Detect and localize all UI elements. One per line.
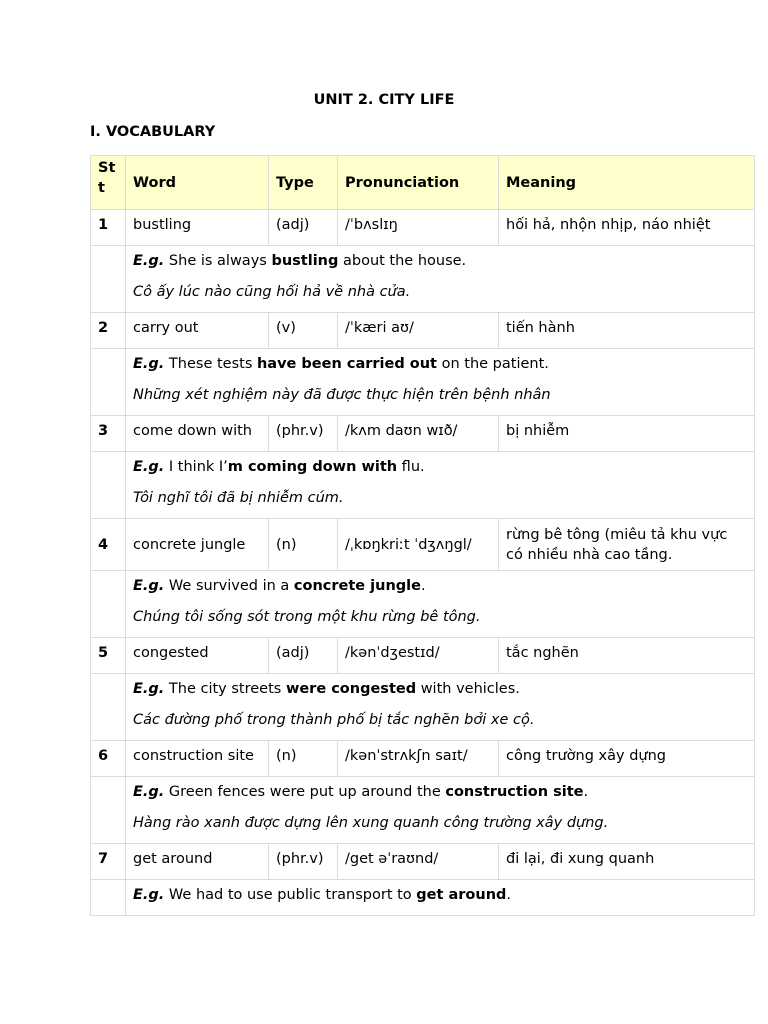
example-number-cell bbox=[91, 674, 126, 741]
entry-meaning: đi lại, đi xung quanh bbox=[499, 844, 755, 880]
example-number-cell bbox=[91, 452, 126, 519]
example-cell bbox=[126, 452, 755, 519]
example-translation: Các đường phố trong thành phố bị tắc nghẽn bởi xe cộ. bbox=[133, 712, 535, 728]
entry-meaning: tiến hành bbox=[499, 313, 755, 349]
entry-pronunciation: /kənˈdʒestɪd/ bbox=[338, 638, 499, 674]
example-translation: Cô ấy lúc nào cũng hối hả về nhà cửa. bbox=[133, 284, 411, 300]
entry-word: construction site bbox=[126, 741, 269, 777]
example-row bbox=[91, 674, 755, 741]
entry-number: 1 bbox=[91, 210, 126, 246]
table-row bbox=[91, 844, 755, 880]
example-number-cell bbox=[91, 777, 126, 844]
entry-number: 5 bbox=[91, 638, 126, 674]
example-text-after: flu. bbox=[397, 459, 425, 475]
example-cell bbox=[126, 674, 755, 741]
example-text-after: on the patient. bbox=[436, 356, 549, 372]
entry-type: (phr.v) bbox=[269, 416, 338, 452]
example-text-after: with vehicles. bbox=[416, 681, 520, 697]
example-sentence bbox=[133, 576, 747, 596]
vocabulary-table bbox=[90, 155, 755, 916]
entry-number: 6 bbox=[91, 741, 126, 777]
entry-word: come down with bbox=[126, 416, 269, 452]
example-row bbox=[91, 880, 755, 916]
header-type: Type bbox=[269, 156, 338, 210]
example-cell bbox=[126, 246, 755, 313]
entry-pronunciation: /kənˈstrʌkʃn saɪt/ bbox=[338, 741, 499, 777]
example-sentence bbox=[133, 354, 747, 374]
example-row bbox=[91, 246, 755, 313]
example-number-cell bbox=[91, 246, 126, 313]
example-text-before: We survived in a bbox=[168, 578, 294, 594]
entry-type: (v) bbox=[269, 313, 338, 349]
example-row bbox=[91, 349, 755, 416]
entry-type: (adj) bbox=[269, 638, 338, 674]
entry-type: (phr.v) bbox=[269, 844, 338, 880]
table-row bbox=[91, 741, 755, 777]
example-number-cell bbox=[91, 349, 126, 416]
entry-meaning: rừng bê tông (miêu tả khu vực có nhiều nhà cao tầng. bbox=[499, 519, 755, 571]
entry-number: 2 bbox=[91, 313, 126, 349]
example-sentence bbox=[133, 679, 747, 699]
entry-number: 7 bbox=[91, 844, 126, 880]
entry-meaning: tắc nghẽn bbox=[499, 638, 755, 674]
example-row bbox=[91, 777, 755, 844]
header-word: Word bbox=[126, 156, 269, 210]
example-label: E.g. bbox=[133, 681, 165, 697]
entry-pronunciation: /ˈkæri aʊ/ bbox=[338, 313, 499, 349]
entry-type: (adj) bbox=[269, 210, 338, 246]
section-heading: I. VOCABULARY bbox=[90, 124, 216, 140]
example-keyword: concrete jungle bbox=[293, 578, 421, 594]
table-row bbox=[91, 210, 755, 246]
example-translation: Những xét nghiệm này đã được thực hiện trên bệnh nhân bbox=[133, 387, 551, 403]
example-translation: Chúng tôi sống sót trong một khu rừng bê tông. bbox=[133, 609, 481, 625]
example-cell bbox=[126, 777, 755, 844]
example-keyword: were congested bbox=[285, 681, 417, 697]
page-title: UNIT 2. CITY LIFE bbox=[313, 92, 455, 108]
example-text-before: We had to use public transport to bbox=[168, 887, 417, 903]
example-row bbox=[91, 571, 755, 638]
example-cell bbox=[126, 880, 755, 916]
example-translation: Hàng rào xanh được dựng lên xung quanh công trường xây dựng. bbox=[133, 815, 609, 831]
example-sentence bbox=[133, 457, 747, 477]
example-text-before: These tests bbox=[168, 356, 257, 372]
entry-pronunciation: /kʌm daʊn wɪð/ bbox=[338, 416, 499, 452]
example-sentence bbox=[133, 251, 747, 271]
example-text-after: . bbox=[583, 784, 589, 800]
entry-pronunciation: /ˌkɒŋkriːt ˈdʒʌŋgl/ bbox=[338, 519, 499, 571]
header-pronunciation: Pronunciation bbox=[338, 156, 499, 210]
entry-word: bustling bbox=[126, 210, 269, 246]
example-text-after: . bbox=[506, 887, 512, 903]
table-header-row bbox=[91, 156, 755, 210]
entry-pronunciation: /ˈbʌslɪŋ bbox=[338, 210, 499, 246]
example-keyword: m coming down with bbox=[227, 459, 398, 475]
header-stt: St t bbox=[91, 156, 126, 210]
example-keyword: get around bbox=[416, 887, 507, 903]
entry-number: 3 bbox=[91, 416, 126, 452]
example-label: E.g. bbox=[133, 784, 165, 800]
table-row bbox=[91, 313, 755, 349]
entry-meaning: bị nhiễm bbox=[499, 416, 755, 452]
entry-word: concrete jungle bbox=[126, 519, 269, 571]
table-row bbox=[91, 416, 755, 452]
entry-word: get around bbox=[126, 844, 269, 880]
example-text-before: She is always bbox=[168, 253, 272, 269]
example-sentence bbox=[133, 782, 747, 802]
example-text-before: Green fences were put up around the bbox=[168, 784, 446, 800]
example-label: E.g. bbox=[133, 578, 165, 594]
example-text-before: I think I’ bbox=[168, 459, 228, 475]
example-keyword: construction site bbox=[445, 784, 584, 800]
example-row bbox=[91, 452, 755, 519]
example-label: E.g. bbox=[133, 356, 165, 372]
example-translation: Tôi nghĩ tôi đã bị nhiễm cúm. bbox=[133, 490, 344, 506]
table-row bbox=[91, 519, 755, 571]
example-keyword: bustling bbox=[271, 253, 339, 269]
entry-meaning: hối hả, nhộn nhịp, náo nhiệt bbox=[499, 210, 755, 246]
example-label: E.g. bbox=[133, 253, 165, 269]
entry-word: carry out bbox=[126, 313, 269, 349]
example-text-before: The city streets bbox=[168, 681, 286, 697]
example-label: E.g. bbox=[133, 887, 165, 903]
entry-number: 4 bbox=[91, 519, 126, 571]
entry-type: (n) bbox=[269, 519, 338, 571]
header-meaning: Meaning bbox=[499, 156, 755, 210]
entry-pronunciation: /get əˈraʊnd/ bbox=[338, 844, 499, 880]
example-number-cell bbox=[91, 880, 126, 916]
example-text-after: . bbox=[420, 578, 426, 594]
example-cell bbox=[126, 349, 755, 416]
entry-meaning: công trường xây dựng bbox=[499, 741, 755, 777]
example-label: E.g. bbox=[133, 459, 165, 475]
example-text-after: about the house. bbox=[338, 253, 467, 269]
entry-type: (n) bbox=[269, 741, 338, 777]
table-row bbox=[91, 638, 755, 674]
example-cell bbox=[126, 571, 755, 638]
example-sentence bbox=[133, 885, 747, 905]
example-keyword: have been carried out bbox=[256, 356, 437, 372]
example-number-cell bbox=[91, 571, 126, 638]
entry-word: congested bbox=[126, 638, 269, 674]
